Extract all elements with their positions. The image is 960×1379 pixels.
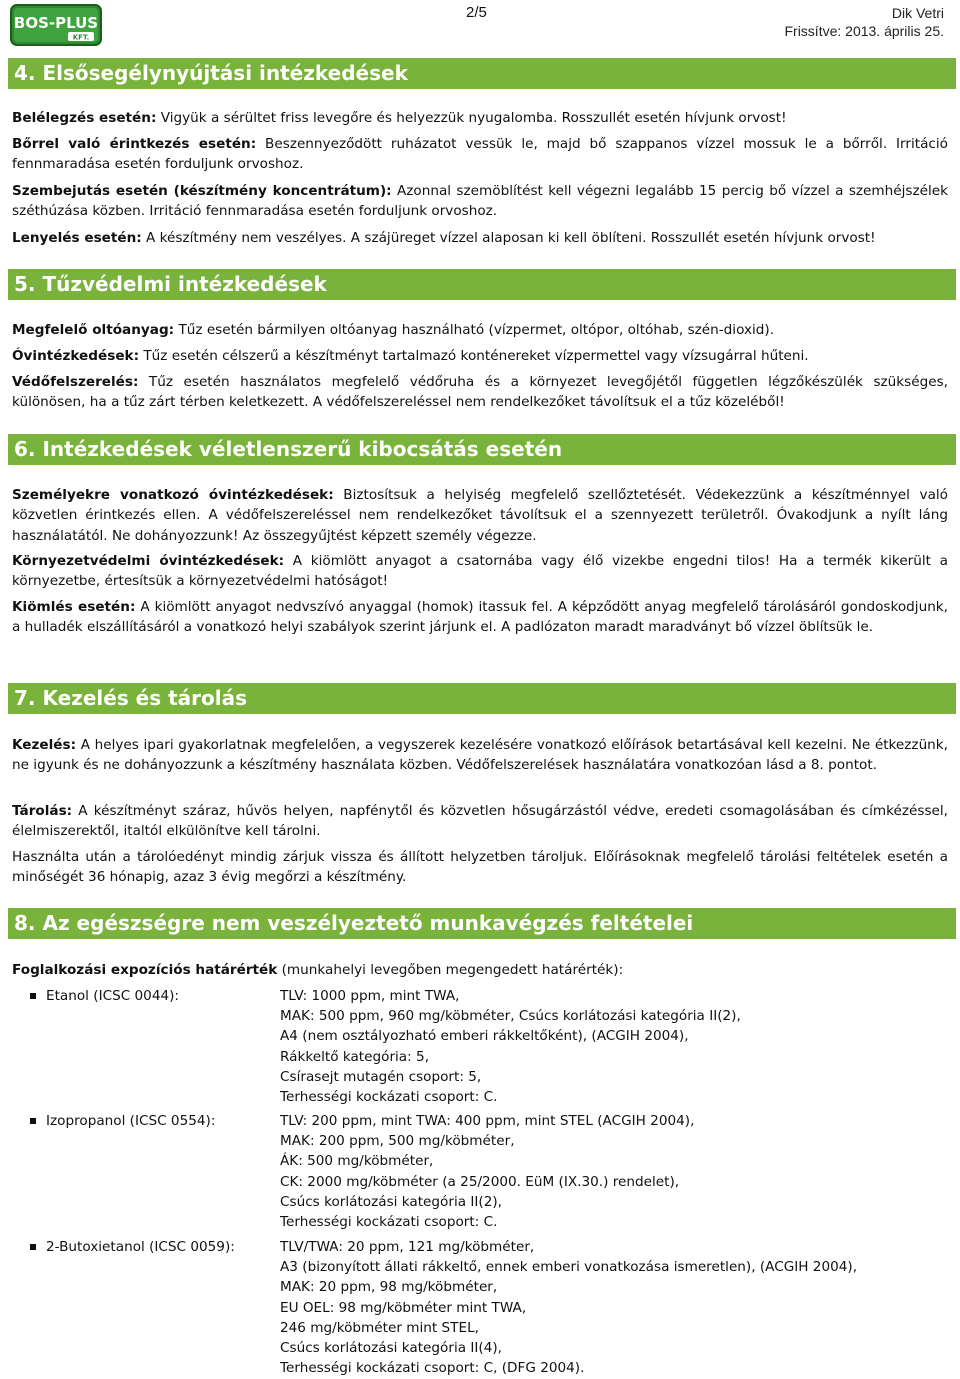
label: Óvintézkedések: bbox=[12, 348, 140, 364]
header-info bbox=[784, 4, 944, 40]
exposure-item-etanol bbox=[30, 986, 950, 1108]
label: Környezetvédelmi óvintézkedések: bbox=[12, 553, 285, 569]
limit-values bbox=[280, 1111, 694, 1232]
text: A kiömlött anyagot a csatornába vagy élő vizekbe engedni tilos! Ha a termék kikerült a környezetbe, értesítsük a környezetvédelmi hatóságot! bbox=[12, 553, 948, 590]
limit-line: MAK: 500 ppm, 960 mg/köbméter, Csúcs korlátozási kategória II(2), bbox=[280, 1008, 741, 1025]
sec5-protective bbox=[12, 372, 948, 413]
text: Azonnal szemöblítést kell végezni legalább 15 percig bő vízzel a szemhéjszélek széthúzása közben. Irritáció fennmaradása esetén forduljunk orvoshoz. bbox=[12, 183, 948, 220]
limit-line: Terhességi kockázati csoport: C. bbox=[280, 1214, 498, 1231]
bullet-icon bbox=[30, 993, 36, 999]
substance-name: Izopropanol (ICSC 0554): bbox=[46, 1113, 216, 1129]
section-5-title: 5. Tűzvédelmi intézkedések bbox=[8, 269, 956, 300]
label: Belélegzés esetén: bbox=[12, 110, 157, 126]
limit-line: MAK: 200 ppm, 500 mg/köbméter, bbox=[280, 1133, 515, 1150]
text: Tűz esetén használatos megfelelő védőruha és a környezet levegőjétől független légzőkészülék szükséges, különösen, ha a tűz zárt térben keletkezett. A védőfelszereléssel nem rendelkezőket távolítsuk el a tűz közeléből! bbox=[12, 374, 948, 411]
limit-line: Terhességi kockázati csoport: C, (DFG 2004). bbox=[280, 1360, 585, 1377]
limit-values bbox=[280, 986, 741, 1107]
limit-line: MAK: 20 ppm, 98 mg/köbméter, bbox=[280, 1279, 498, 1296]
sec4-skin bbox=[12, 134, 948, 175]
sec7-after-use bbox=[12, 847, 948, 888]
bos-plus-logo bbox=[10, 4, 102, 46]
section-8-title: 8. Az egészségre nem veszélyeztető munkavégzés feltételei bbox=[8, 908, 956, 939]
section-7-title: 7. Kezelés és tárolás bbox=[8, 683, 956, 714]
substance-name: 2-Butoxietanol (ICSC 0059): bbox=[46, 1239, 235, 1255]
limit-line: A3 (bizonyított állati rákkeltő, ennek emberi vonatkozása ismeretlen), (ACGIH 2004), bbox=[280, 1259, 858, 1276]
limit-line: EU OEL: 98 mg/köbméter mint TWA, bbox=[280, 1299, 527, 1316]
text: Beszennyeződött ruházatot vessük le, majd bő szappanos vízzel mossuk le a bőrről. Irritáció fennmaradása esetén forduljunk orvoshoz. bbox=[12, 136, 948, 173]
sec5-extinguisher bbox=[12, 320, 948, 340]
exposure-item-izopropanol bbox=[30, 1111, 950, 1233]
limit-line: A4 (nem osztályozható emberi rákkeltőként), (ACGIH 2004), bbox=[280, 1028, 689, 1045]
text: A helyes ipari gyakorlatnak megfelelően, a vegyszerek kezelésére vonatkozó előírások betartásával kell kezelni. Ne étkezzünk, ne igyunk és ne dohányozzunk a készítmény használata közben. Védőfelszerelések használatára vonatkozóan lásd a 8. pontot. bbox=[12, 737, 948, 774]
limit-line: ÁK: 500 mg/köbméter, bbox=[280, 1153, 434, 1170]
label: Foglalkozási expozíciós határérték bbox=[12, 962, 278, 978]
svg-text:KFT.: KFT. bbox=[72, 33, 90, 42]
sec6-spill bbox=[12, 597, 948, 638]
exposure-item-butoxietanol bbox=[30, 1237, 950, 1379]
limit-line: Csúcs korlátozási kategória II(2), bbox=[280, 1193, 502, 1210]
updated-date: Frissítve: 2013. április 25. bbox=[784, 23, 944, 39]
text: Vigyük a sérültet friss levegőre és helyezzük nyugalomba. Rosszullét esetén hívjunk orvost! bbox=[156, 110, 787, 126]
bullet-icon bbox=[30, 1244, 36, 1250]
limit-line: TLV: 1000 ppm, mint TWA, bbox=[280, 988, 460, 1004]
limit-line: Csúcs korlátozási kategória II(4), bbox=[280, 1340, 502, 1357]
label: Megfelelő oltóanyag: bbox=[12, 322, 175, 338]
text: A kiömlött anyagot nedvszívó anyaggal (homok) itassuk fel. A képződött anyag megfelelő tárolásáról gondoskodjunk, a hulladék elszállításáról a vonatkozó helyi szabályok szerint járjunk el. A padlózaton maradt maradványt bő vízzel öblítsük le. bbox=[12, 599, 949, 636]
svg-text:BOS-PLUS: BOS-PLUS bbox=[13, 14, 99, 32]
text: A készítményt száraz, hűvös helyen, napfénytől és közvetlen hősugárzástól védve, eredeti csomagolásában és címkézéssel, élelmiszerektől, italtól elkülönítve kell tárolni. bbox=[12, 803, 948, 840]
sec7-storage bbox=[12, 801, 948, 842]
label: Személyekre vonatkozó óvintézkedések: bbox=[12, 487, 334, 503]
text: (munkahelyi levegőben megengedett határérték): bbox=[277, 962, 624, 978]
sec8-intro bbox=[12, 960, 948, 980]
label: Szembejutás esetén (készítmény koncentrátum): bbox=[12, 183, 392, 199]
sec6-environment bbox=[12, 551, 948, 592]
limit-line: Terhességi kockázati csoport: C. bbox=[280, 1089, 498, 1106]
text: Biztosítsuk a helyiség megfelelő szellőztetését. Védekezzünk a készítménnyel való közvetlen érintkezés ellen. A védőfelszereléssel nem rendelkezőket távolítsuk el a szennyezett területről. Óvakodjunk a nyílt láng használatától. Ne dohányozzunk! Az összegyűjtést képzett személy végezze. bbox=[12, 487, 948, 544]
substance-name: Etanol (ICSC 0044): bbox=[46, 988, 180, 1004]
limit-values bbox=[280, 1237, 857, 1378]
sec7-handling bbox=[12, 735, 948, 776]
text: A készítmény nem veszélyes. A szájüreget vízzel alaposan ki kell öblíteni. Rosszullét esetén hívjunk orvost! bbox=[141, 230, 876, 246]
sec4-eyes bbox=[12, 181, 948, 222]
page-number: 2/5 bbox=[466, 4, 487, 21]
limit-line: TLV/TWA: 20 ppm, 121 mg/köbméter, bbox=[280, 1239, 535, 1255]
limit-line: Rákkeltő kategória: 5, bbox=[280, 1048, 430, 1065]
bullet-icon bbox=[30, 1118, 36, 1124]
label: Tárolás: bbox=[12, 803, 73, 819]
text: Tűz esetén bármilyen oltóanyag használható (vízpermet, oltópor, oltóhab, szén-dioxid). bbox=[174, 322, 775, 338]
product-name: Dik Vetri bbox=[891, 5, 944, 21]
sec6-personal bbox=[12, 485, 948, 546]
label: Kiömlés esetén: bbox=[12, 599, 136, 615]
limit-line: TLV: 200 ppm, mint TWA: 400 ppm, mint STEL (ACGIH 2004), bbox=[280, 1113, 695, 1129]
section-6-title: 6. Intézkedések véletlenszerű kibocsátás esetén bbox=[8, 434, 956, 465]
limit-line: 246 mg/köbméter mint STEL, bbox=[280, 1319, 479, 1336]
label: Bőrrel való érintkezés esetén: bbox=[12, 136, 257, 152]
text: Tűz esetén célszerű a készítményt tartalmazó konténereket vízpermettel vagy vízsugárral hűteni. bbox=[139, 348, 809, 364]
section-4-title: 4. Elsősegélynyújtási intézkedések bbox=[8, 58, 956, 89]
label: Lenyelés esetén: bbox=[12, 230, 142, 246]
sec5-precautions bbox=[12, 346, 948, 366]
sec4-inhalation bbox=[12, 108, 948, 128]
sec4-ingestion bbox=[12, 228, 948, 248]
label: Védőfelszerelés: bbox=[12, 374, 139, 390]
label: Kezelés: bbox=[12, 737, 77, 753]
text: Használta után a tárolóedényt mindig zárjuk vissza és állított helyzetben tároljuk. Előírásoknak megfelelő tárolási feltételek esetén a minőségét 36 hónapig, azaz 3 évig megőrzi a készítmény. bbox=[12, 849, 948, 886]
limit-line: CK: 2000 mg/köbméter (a 25/2000. EüM (IX.30.) rendelet), bbox=[280, 1173, 680, 1190]
limit-line: Csírasejt mutagén csoport: 5, bbox=[280, 1068, 482, 1085]
